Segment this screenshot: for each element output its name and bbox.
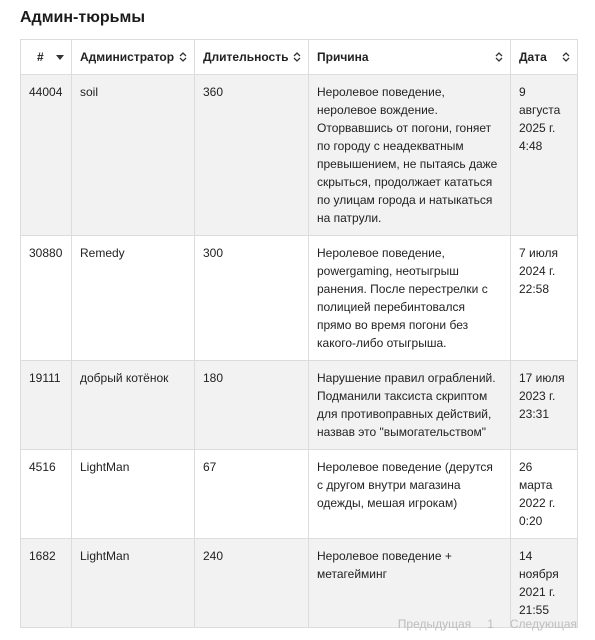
column-header-reason-label: Причина bbox=[317, 50, 369, 64]
cell-id: 1682 bbox=[21, 539, 72, 628]
cell-duration: 180 bbox=[195, 361, 309, 450]
cell-date: 14 ноября 2021 г. 21:55 bbox=[511, 539, 578, 628]
sort-both-icon bbox=[293, 51, 301, 63]
cell-date: 7 июля 2024 г. 22:58 bbox=[511, 236, 578, 361]
sort-both-icon bbox=[495, 51, 503, 63]
cell-reason: Нарушение правил ограблений. Подманили таксиста скриптом для противоправных действий, назвав это "вымогательством" bbox=[309, 361, 511, 450]
cell-reason: Неролевое поведение (дерутся с другом внутри магазина одежды, мешая игрокам) bbox=[309, 450, 511, 539]
cell-admin: soil bbox=[72, 75, 195, 236]
table-row bbox=[21, 539, 578, 628]
cell-date: 26 марта 2022 г. 0:20 bbox=[511, 450, 578, 539]
column-header-duration[interactable] bbox=[195, 40, 309, 75]
next-page-button[interactable]: Следующая bbox=[509, 617, 577, 631]
cell-duration: 67 bbox=[195, 450, 309, 539]
column-header-id[interactable] bbox=[21, 40, 72, 75]
cell-id: 30880 bbox=[21, 236, 72, 361]
table-row bbox=[21, 361, 578, 450]
cell-date: 17 июля 2023 г. 23:31 bbox=[511, 361, 578, 450]
cell-id: 44004 bbox=[21, 75, 72, 236]
previous-page-button[interactable]: Предыдущая bbox=[397, 617, 472, 631]
cell-reason: Неролевое поведение, powergaming, неотыгрыш ранения. После перестрелки с полицией перебинтовался прямо во время погони без какого-либо отыгрыша. bbox=[309, 236, 511, 361]
table-row bbox=[21, 236, 578, 361]
admin-jail-table bbox=[20, 39, 578, 628]
column-header-admin-label: Администратор bbox=[80, 50, 175, 64]
column-header-admin[interactable] bbox=[72, 40, 195, 75]
sort-both-icon bbox=[562, 51, 570, 63]
cell-admin: LightMan bbox=[72, 450, 195, 539]
column-header-date[interactable] bbox=[511, 40, 578, 75]
table-row bbox=[21, 75, 578, 236]
cell-date: 9 августа 2025 г. 4:48 bbox=[511, 75, 578, 236]
cell-id: 19111 bbox=[21, 361, 72, 450]
cell-admin: LightMan bbox=[72, 539, 195, 628]
cell-duration: 300 bbox=[195, 236, 309, 361]
page-number-button[interactable]: 1 bbox=[487, 617, 494, 631]
cell-duration: 240 bbox=[195, 539, 309, 628]
cell-id: 4516 bbox=[21, 450, 72, 539]
page-title: Админ-тюрьмы bbox=[20, 9, 145, 26]
table-row bbox=[21, 450, 578, 539]
sort-desc-icon bbox=[56, 51, 64, 63]
cell-reason: Неролевое поведение + метагейминг bbox=[309, 539, 511, 628]
cell-admin: добрый котёнок bbox=[72, 361, 195, 450]
column-header-id-label: # bbox=[37, 50, 44, 64]
sort-both-icon bbox=[179, 51, 187, 63]
table-header-row bbox=[21, 40, 578, 75]
cell-duration: 360 bbox=[195, 75, 309, 236]
column-header-reason[interactable] bbox=[309, 40, 511, 75]
column-header-duration-label: Длительность bbox=[203, 50, 289, 64]
cell-admin: Remedy bbox=[72, 236, 195, 361]
cell-reason: Неролевое поведение, неролевое вождение. Оторвавшись от погони, гоняет по городу с неадекватным превышением, не пытаясь даже скрыться, продолжает кататься по улицам города и натыкаться на патрули. bbox=[309, 75, 511, 236]
pagination bbox=[398, 617, 577, 631]
column-header-date-label: Дата bbox=[519, 50, 547, 64]
